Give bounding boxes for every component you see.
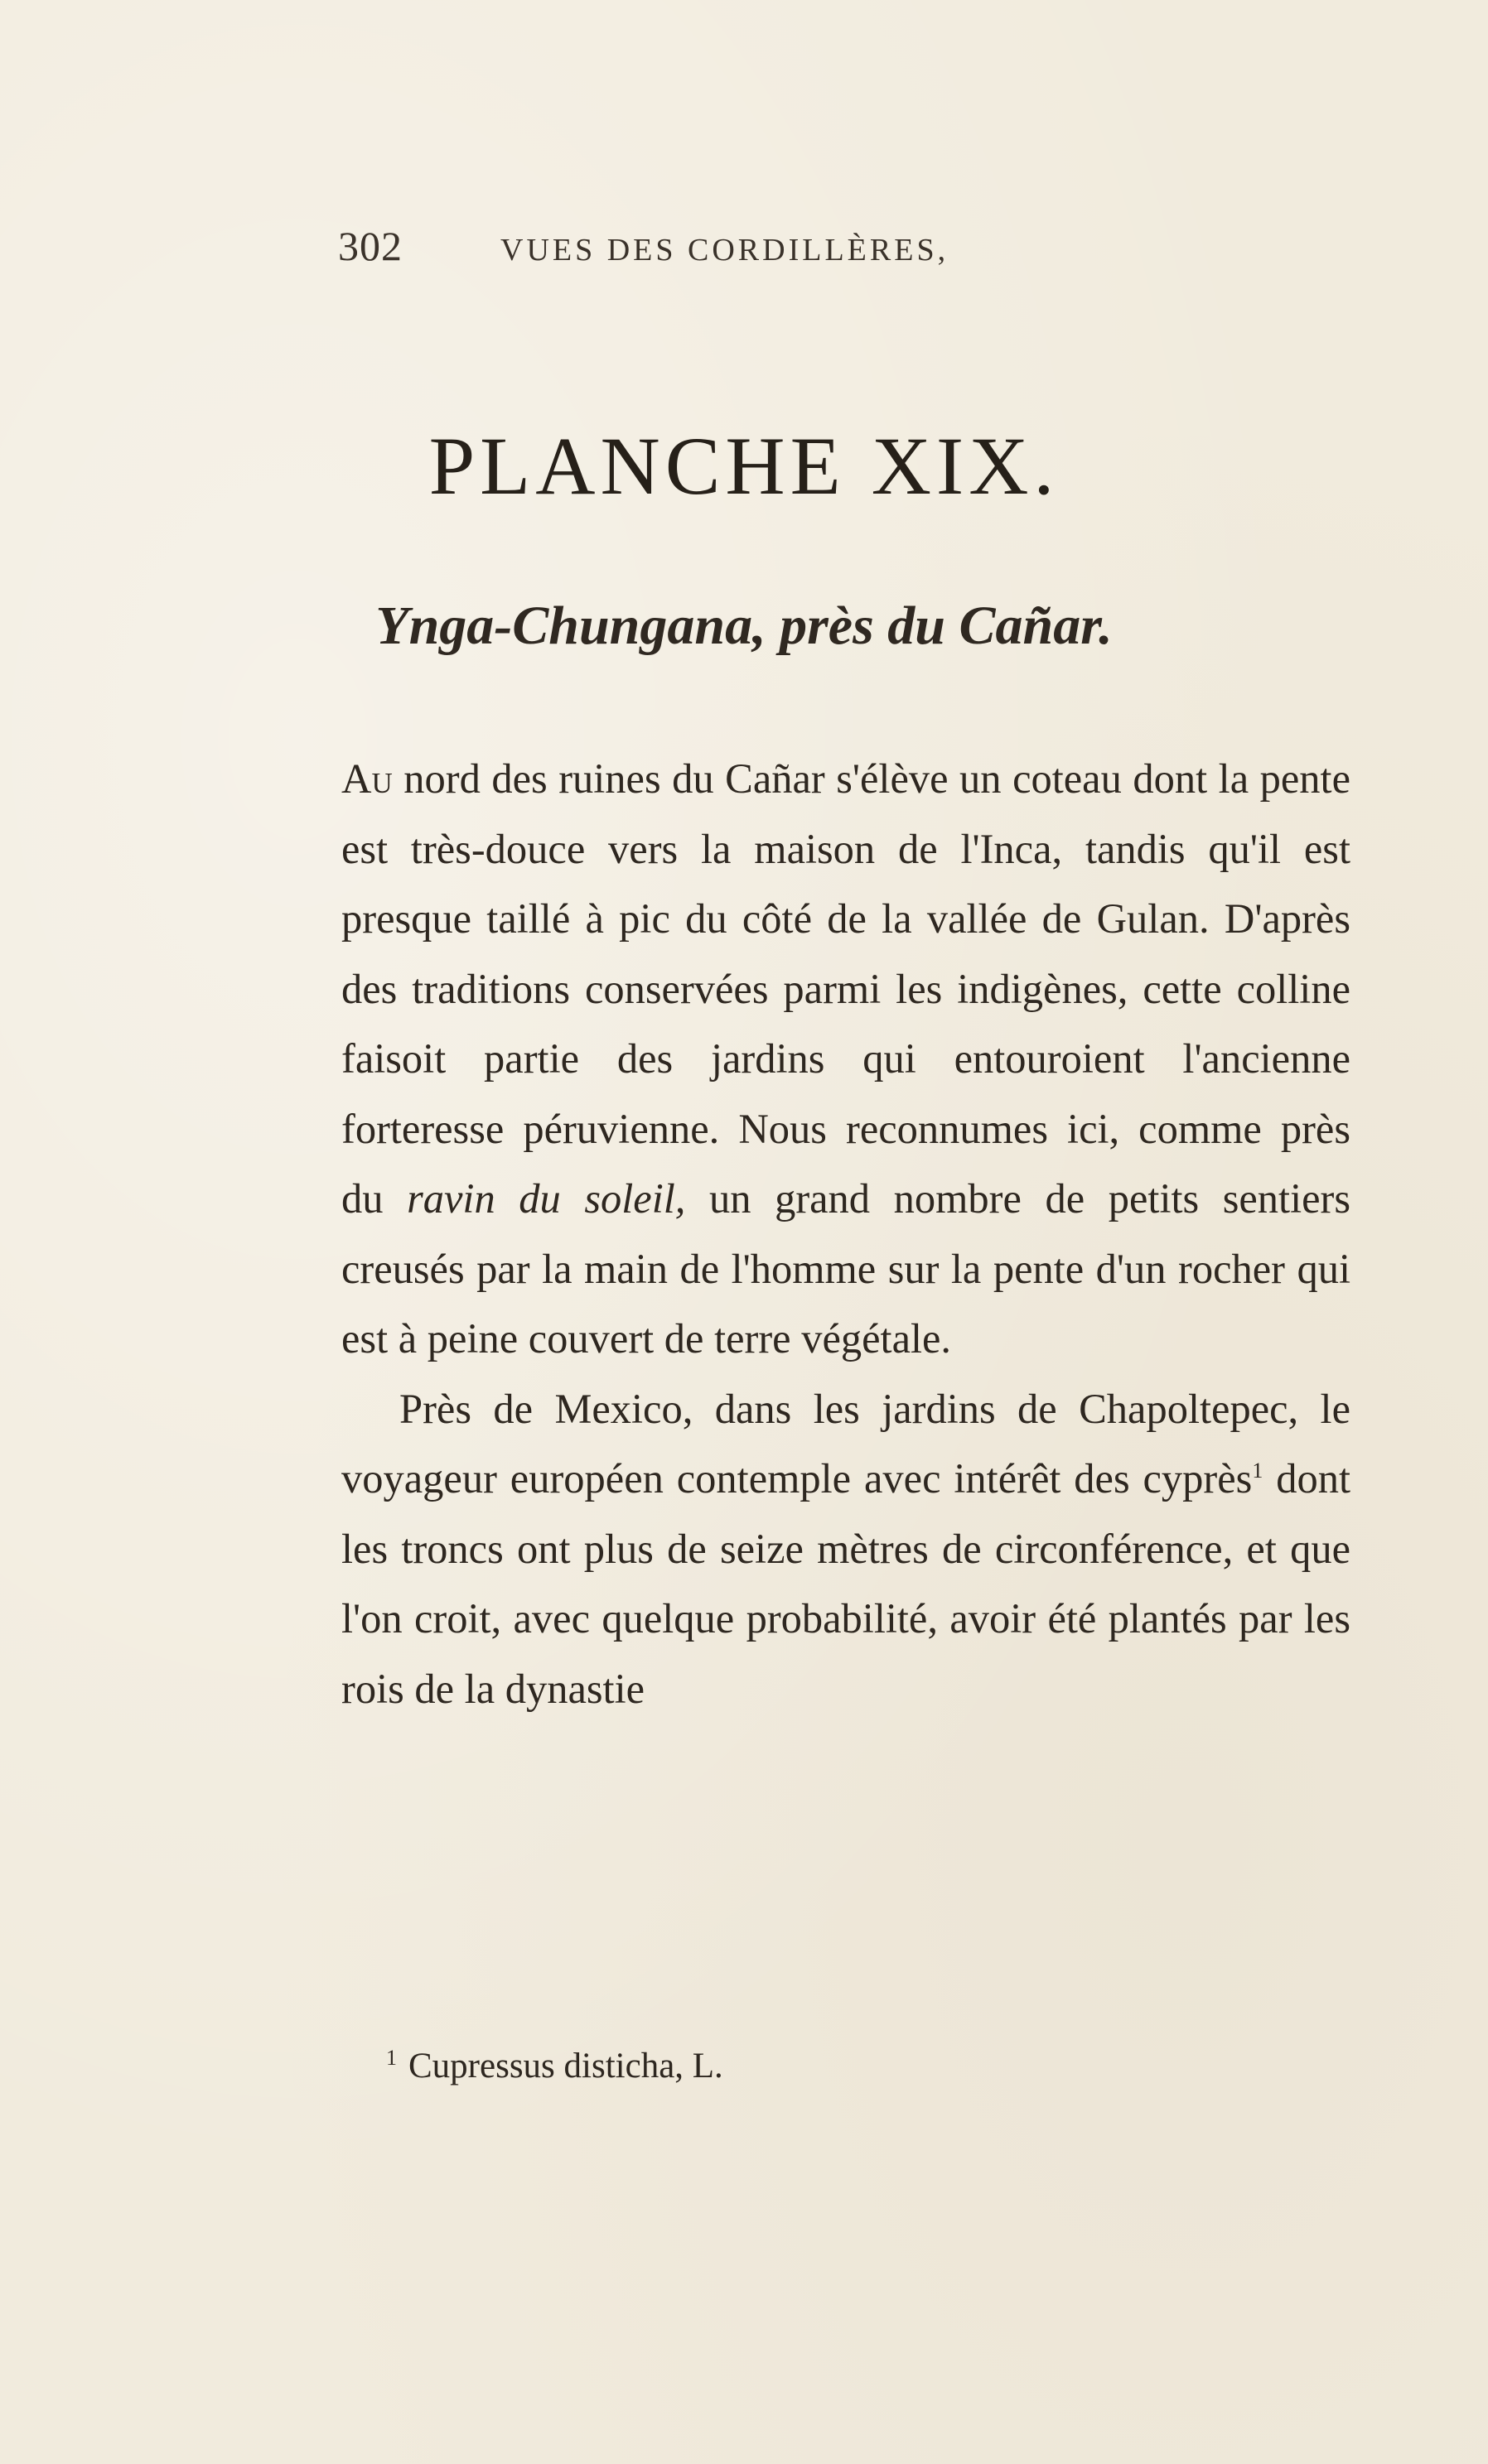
paragraph-2-text-b: dont les troncs ont plus de seize mètres de circonférence, et que l'on croit, avec quelque probabilité, avoir été plantés par les rois de la dynastie xyxy=(341,1455,1350,1712)
footnote xyxy=(386,2046,1297,2086)
paragraph-1-lead: Au xyxy=(341,755,393,802)
paragraph-2 xyxy=(341,1374,1350,1724)
footnote-reference[interactable]: 1 xyxy=(1252,1459,1263,1483)
running-title: VUES DES CORDILLÈRES, xyxy=(500,233,949,268)
plate-title: PLANCHE XIX. xyxy=(428,420,1060,512)
footnote-text: Cupressus disticha, L. xyxy=(408,2047,723,2085)
page-number: 302 xyxy=(338,223,403,269)
paragraph-1 xyxy=(341,744,1350,1374)
plate-subtitle: Ynga-Chungana, près du Cañar. xyxy=(375,596,1113,656)
body-text xyxy=(341,744,1350,1724)
footnote-mark: 1 xyxy=(386,2045,397,2070)
running-head xyxy=(338,222,1100,280)
paragraph-2-text-a: Près de Mexico, dans les jardins de Chapoltepec, le voyageur européen contemple avec intérêt des cyprès xyxy=(341,1385,1350,1502)
paragraph-1-italic: ravin du soleil, xyxy=(407,1175,686,1222)
paragraph-1-text-a: nord des ruines du Cañar s'élève un coteau dont la pente est très-douce vers la maison de l'Inca, tandis qu'il est presque taillé à pic du côté de la vallée de Gulan. D'après des traditions conservées parmi les indigènes, cette colline faisoit partie des jardins qui entouroient l'ancienne forteresse péruvienne. Nous reconnumes ici, comme près du xyxy=(341,755,1350,1222)
paragraph-1-text-b: un grand nombre de petits sentiers creusés par la main de l'homme sur la pente d'un rocher qui est à peine couvert de terre végétale. xyxy=(341,1175,1351,1362)
